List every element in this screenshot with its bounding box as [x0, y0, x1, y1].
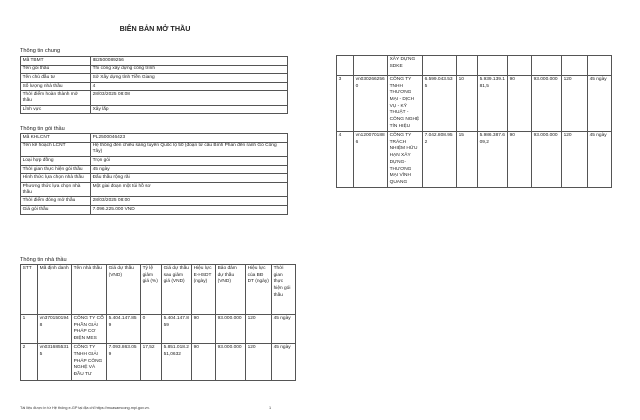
table-row — [21, 344, 296, 380]
info-row — [21, 74, 288, 83]
info-value: Trọn gói — [91, 157, 288, 166]
info-row — [21, 174, 288, 183]
info-label: Mã TBMT — [21, 57, 91, 66]
price-cell: 6.599.043.535 — [423, 76, 457, 132]
info-row — [21, 105, 288, 114]
price-after-cell: 5.939.139.181,5 — [478, 76, 508, 132]
name-cell: CÔNG TY TRÁCH NHIỆM HỮU HẠN XÂY DỰNG-THƯƠNG MẠI VĨNH QUANG — [388, 132, 423, 188]
info-row — [21, 182, 288, 197]
document-title: BIÊN BẢN MỞ THẦU — [119, 24, 191, 33]
info-value: Một giai đoạn một túi hồ sơ — [91, 182, 288, 197]
id-cell: vn3701501948 — [38, 315, 72, 344]
duration-cell: 45 ngày — [588, 132, 612, 188]
price-cell: 5.404.147.859 — [107, 315, 141, 344]
duration-cell: 45 ngày — [272, 344, 296, 380]
info-value: Hệ thống đèn chiếu sáng tuyến Quốc lộ 50 (đoạn từ cầu Bình Phan đến ranh Gò Công Tây) — [91, 142, 288, 157]
info-value: Xây lắp — [91, 105, 288, 114]
info-value: Thi công xây dựng công trình — [91, 65, 288, 74]
guarantee-cell: 93.000.000 — [216, 315, 246, 344]
column-header: STT — [21, 265, 38, 315]
info-label: Phương thức lựa chọn nhà thầu — [21, 182, 91, 197]
validity-cell: 90 — [192, 344, 216, 380]
info-row — [21, 197, 288, 206]
table-row — [21, 315, 296, 344]
info-label: Thời điểm hoàn thành mở thầu — [21, 91, 91, 106]
info-value: Đấu thầu rộng rãi — [91, 174, 288, 183]
info-label: Thời điểm đóng mở thầu — [21, 197, 91, 206]
table-row — [337, 56, 612, 76]
column-header: Giá dự thầu (VND) — [107, 265, 141, 315]
column-header: Tên nhà thầu — [72, 265, 107, 315]
id-cell: vn0302662560 — [354, 76, 388, 132]
duration-cell: 45 ngày — [272, 315, 296, 344]
column-header: Bảo đảm dự thầu (VND) — [216, 265, 246, 315]
package-info-table — [20, 133, 288, 215]
info-label: Thời gian thực hiện gói thầu — [21, 165, 91, 174]
column-header: Thời gian thực hiện gói thầu — [272, 265, 296, 315]
info-row — [21, 57, 288, 66]
info-value: 4 — [91, 82, 288, 91]
bidders-heading: Thông tin nhà thầu — [20, 257, 67, 263]
column-header: Giá dự thầu sau giảm giá (VND) — [162, 265, 192, 315]
price-cell: 7.093.863.059 — [107, 344, 141, 380]
column-header: Hiệu lực E-HSDT (ngày) — [192, 265, 216, 315]
info-value: 28/03/2025 08:08 — [91, 91, 288, 106]
guarantee-cell: 93.000.000 — [532, 132, 562, 188]
info-label: Tên kế hoạch LCNT — [21, 142, 91, 157]
stt-cell: 1 — [21, 315, 38, 344]
guarantee-validity-cell: 120 — [246, 315, 272, 344]
price-after-cell: 5.404.147.859 — [162, 315, 192, 344]
info-value: IB2500089256 — [91, 57, 288, 66]
guarantee-validity-cell: 120 — [562, 132, 588, 188]
guarantee-validity-cell: 120 — [246, 344, 272, 380]
info-label: Tên gói thầu — [21, 65, 91, 74]
validity-cell: 90 — [508, 132, 532, 188]
page-number: 1 — [269, 406, 272, 410]
column-header: Tỷ lệ giảm giá (%) — [141, 265, 162, 315]
validity-cell: 90 — [192, 315, 216, 344]
info-row — [21, 65, 288, 74]
name-cell: CÔNG TY TNHH THƯƠNG MẠI - DỊCH VỤ - KỸ THUẬT - CÔNG NGHỆ TÍN HIỆU — [388, 76, 423, 132]
column-header: Hiệu lực của BĐ DT (ngày) — [246, 265, 272, 315]
guarantee-cell: 93.000.000 — [216, 344, 246, 380]
name-cell: CÔNG TY TNHH GIẢI PHÁP CÔNG NGHỆ VÀ ĐẦU TƯ — [72, 344, 107, 380]
info-row — [21, 157, 288, 166]
discount-cell: 10 — [457, 76, 478, 132]
name-cell: XÂY DỰNG SDKE — [388, 56, 423, 76]
price-after-cell: 5.851.018.251,0632 — [162, 344, 192, 380]
price-cell: 7.042.808.952 — [423, 132, 457, 188]
info-label: Số lượng nhà thầu — [21, 82, 91, 91]
info-label: Tên chủ đầu tư — [21, 74, 91, 83]
info-label: Mã KHLCNT — [21, 134, 91, 143]
stt-cell: 3 — [337, 76, 354, 132]
general-info-heading: Thông tin chung — [20, 48, 61, 54]
stt-cell: 2 — [21, 344, 38, 380]
info-row — [21, 82, 288, 91]
general-info-table — [20, 56, 288, 114]
guarantee-validity-cell: 120 — [562, 76, 588, 132]
info-value: 7.096.225.000 VND — [91, 206, 288, 215]
info-label: Giá gói thầu — [21, 206, 91, 215]
price-after-cell: 5.986.387.609,2 — [478, 132, 508, 188]
info-label: Loại hợp đồng — [21, 157, 91, 166]
info-row — [21, 91, 288, 106]
stt-cell: 4 — [337, 132, 354, 188]
info-value: 45 ngày — [91, 165, 288, 174]
info-row — [21, 206, 288, 215]
column-header: Mã định danh — [38, 265, 72, 315]
info-value: PL2500046423 — [91, 134, 288, 143]
discount-cell: 15 — [457, 132, 478, 188]
info-row — [21, 134, 288, 143]
bidders-table — [20, 264, 296, 381]
info-value: 28/03/2025 08:00 — [91, 197, 288, 206]
table-row — [337, 76, 612, 132]
validity-cell: 90 — [508, 76, 532, 132]
info-label: Lĩnh vực — [21, 105, 91, 114]
info-label: Hình thức lựa chọn nhà thầu — [21, 174, 91, 183]
duration-cell: 45 ngày — [588, 76, 612, 132]
bidders-table-continued — [336, 55, 612, 188]
info-value: Sở Xây dựng tỉnh Tiền Giang — [91, 74, 288, 83]
guarantee-cell: 93.000.000 — [532, 76, 562, 132]
name-cell: CÔNG TY CỔ PHẦN GIẢI PHÁP CƠ ĐIỆN MES — [72, 315, 107, 344]
package-info-heading: Thông tin gói thầu — [20, 126, 65, 132]
info-row — [21, 142, 288, 157]
info-row — [21, 165, 288, 174]
id-cell: vn1200701886 — [354, 132, 388, 188]
table-row — [337, 132, 612, 188]
discount-cell: 17,52 — [141, 344, 162, 380]
discount-cell: 0 — [141, 315, 162, 344]
id-cell: vn0316855315 — [38, 344, 72, 380]
footer-text: Tài liệu được in từ Hệ thống e-GP tại địa chỉ https://muasamcong.mpi.gov.vn. — [20, 406, 150, 410]
